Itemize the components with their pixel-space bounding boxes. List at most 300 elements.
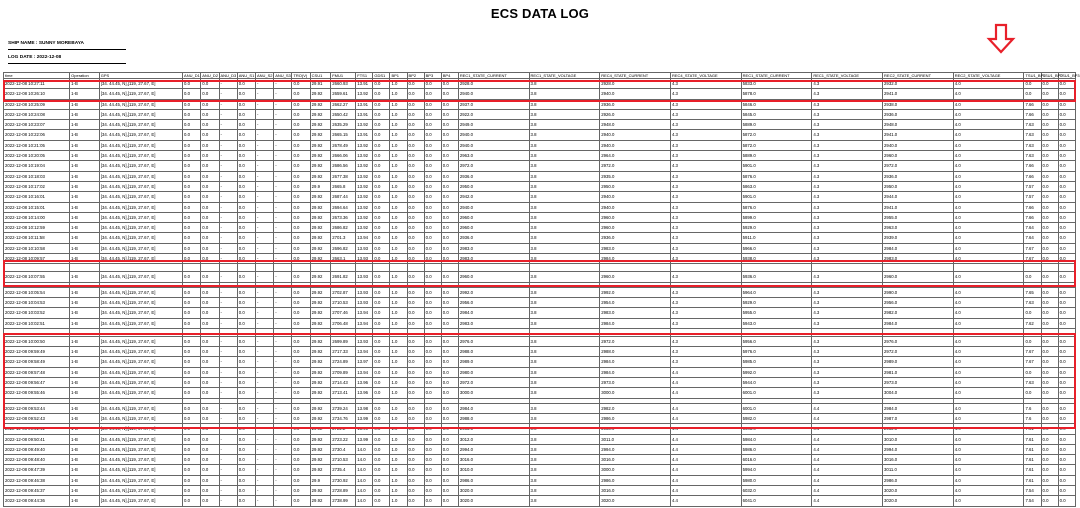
table-cell: 0.0 <box>424 192 441 202</box>
table-cell: 1-B <box>70 475 100 485</box>
table-cell: 29.92 <box>310 212 331 222</box>
table-cell: 1-B <box>70 161 100 171</box>
table-cell: 1.0 <box>390 202 407 212</box>
ship-name-underline <box>8 49 126 50</box>
table-cell: 2713.41 <box>331 388 356 398</box>
table-row <box>4 223 1076 233</box>
table-cell: 1-B <box>70 318 100 328</box>
table-cell: 3016.0 <box>600 455 671 465</box>
table-cell: 0.0 <box>292 475 310 485</box>
table-cell: - <box>274 130 292 140</box>
table-cell: 0.0 <box>292 413 310 423</box>
table-cell: - <box>274 424 292 434</box>
column-header: FTS1 <box>356 73 373 79</box>
table-cell: [34. 44.45, N],[119, 27.67, E] <box>99 444 182 454</box>
table-cell: 5936.0 <box>741 272 812 282</box>
table-cell: - <box>274 475 292 485</box>
table-cell: 0.0 <box>201 367 219 377</box>
table-cell: 2734.76 <box>331 413 356 423</box>
table-cell: 0.0 <box>1024 89 1041 99</box>
table-cell: 0.0 <box>237 357 255 367</box>
table-cell: 0.0 <box>292 243 310 253</box>
table-cell: 13.99 <box>356 413 373 423</box>
table-cell: - <box>274 308 292 318</box>
table-cell: 2988.0 <box>600 347 671 357</box>
table-cell: 2730.4 <box>331 444 356 454</box>
table-cell: 2960.0 <box>600 223 671 233</box>
table-cell: 2702.87 <box>331 287 356 297</box>
table-cell: 0.0 <box>373 243 390 253</box>
table-cell: 2983.0 <box>600 308 671 318</box>
table-cell: 2972.0 <box>458 161 529 171</box>
column-header: REC1_STATE_VOLTAGE <box>529 73 600 79</box>
table-cell: 0.0 <box>373 378 390 388</box>
table-cell: - <box>255 223 273 233</box>
table-cell: 0.0 <box>183 475 201 485</box>
table-cell: 29.92 <box>310 89 331 99</box>
table-cell: 3.8 <box>529 99 600 109</box>
table-cell: 0.0 <box>373 192 390 202</box>
table-cell: 0.0 <box>237 485 255 495</box>
table-cell: 4.0 <box>953 367 1024 377</box>
table-cell: 3016.0 <box>600 485 671 495</box>
table-cell: - <box>219 212 237 222</box>
table-cell: - <box>255 89 273 99</box>
table-cell: - <box>274 202 292 212</box>
table-cell: 0.0 <box>201 465 219 475</box>
column-header: time <box>4 73 70 79</box>
table-cell: 0.0 <box>292 202 310 212</box>
table-cell: - <box>274 455 292 465</box>
table-cell: 29.92 <box>310 223 331 233</box>
table-cell: - <box>274 357 292 367</box>
table-cell: 0.0 <box>373 181 390 191</box>
table-cell: 5889.0 <box>741 151 812 161</box>
table-cell: 2941.0 <box>883 130 954 140</box>
table-cell: 0.0 <box>1041 120 1058 130</box>
table-cell: 3.8 <box>529 347 600 357</box>
table-cell: 0.0 <box>237 161 255 171</box>
table-cell: 2972.0 <box>600 161 671 171</box>
table-cell: 13.98 <box>356 403 373 413</box>
table-row <box>4 161 1076 171</box>
table-cell: 7.61 <box>1024 424 1041 434</box>
table-cell: - <box>274 413 292 423</box>
table-cell: 0.0 <box>1041 444 1058 454</box>
table-cell: 2677.38 <box>331 171 356 181</box>
table-cell: 13.97 <box>356 357 373 367</box>
table-cell: 1-B <box>70 243 100 253</box>
table-cell: 1.0 <box>390 233 407 243</box>
table-cell: [34. 44.45, N],[119, 27.67, E] <box>99 367 182 377</box>
table-cell: 2723.22 <box>331 434 356 444</box>
table-cell: [34. 44.45, N],[119, 27.67, E] <box>99 202 182 212</box>
table-cell: 0.0 <box>424 287 441 297</box>
table-cell: 7.61 <box>1024 434 1041 444</box>
table-cell: 4.3 <box>812 357 883 367</box>
table-cell: 4.0 <box>953 223 1024 233</box>
log-date-underline <box>8 63 126 64</box>
table-cell: 1-B <box>70 455 100 465</box>
table-cell: 4.3 <box>670 297 741 307</box>
table-cell: - <box>274 233 292 243</box>
table-cell: 0.0 <box>424 424 441 434</box>
table-cell: 2665.8 <box>331 181 356 191</box>
table-cell: 5944.0 <box>741 378 812 388</box>
table-cell: 4.3 <box>812 388 883 398</box>
table-cell: 29.92 <box>310 297 331 307</box>
table-cell: 2950.0 <box>600 181 671 191</box>
table-cell: 4.3 <box>812 202 883 212</box>
table-cell: 4.4 <box>812 475 883 485</box>
table-cell: 0.0 <box>1058 99 1075 109</box>
table-cell: 0.0 <box>407 424 424 434</box>
table-row <box>4 233 1076 243</box>
table-cell: 2710.53 <box>331 297 356 307</box>
table-cell: 0.0 <box>292 297 310 307</box>
table-cell: 4.0 <box>953 171 1024 181</box>
table-cell: 1.0 <box>390 254 407 264</box>
table-cell: 29.92 <box>310 485 331 495</box>
table-cell: 29.92 <box>310 109 331 119</box>
table-cell: 1-B <box>70 424 100 434</box>
table-cell: 0.0 <box>183 202 201 212</box>
column-header: ANU_D2 <box>202 73 219 78</box>
table-cell: 0.0 <box>373 109 390 119</box>
table-cell: 2687.44 <box>331 192 356 202</box>
table-cell: [34. 44.45, N],[119, 27.67, E] <box>99 171 182 181</box>
table-cell: 0.0 <box>237 109 255 119</box>
table-cell: 4.0 <box>953 357 1024 367</box>
table-cell: 2940.0 <box>600 130 671 140</box>
table-cell: 0.0 <box>201 151 219 161</box>
table-cell: 4.3 <box>812 272 883 282</box>
table-cell: 5863.0 <box>741 181 812 191</box>
table-cell: 2976.0 <box>458 336 529 346</box>
table-cell: 5846.0 <box>741 99 812 109</box>
table-cell: 4.4 <box>812 434 883 444</box>
table-cell: 13.92 <box>356 223 373 233</box>
table-cell: - <box>219 192 237 202</box>
table-cell: 2980.0 <box>458 367 529 377</box>
table-cell: 7.63 <box>1024 130 1041 140</box>
table-cell: 0.0 <box>1041 318 1058 328</box>
table-cell: 0.0 <box>183 99 201 109</box>
table-cell: 0.0 <box>1058 485 1075 495</box>
table-cell: 0.0 <box>1058 79 1075 89</box>
table-cell: 2989.0 <box>458 357 529 367</box>
table-cell: 3010.0 <box>458 465 529 475</box>
table-cell: - <box>255 388 273 398</box>
table-cell: 1-B <box>70 367 100 377</box>
table-cell: 2983.0 <box>458 243 529 253</box>
table-cell: 3.8 <box>529 378 600 388</box>
table-cell: 4.0 <box>953 130 1024 140</box>
table-cell: 2022-12-08 10:19:04 <box>4 161 70 171</box>
table-cell: 5986.0 <box>741 444 812 454</box>
table-cell: 2022-12-08 09:45:37 <box>4 485 70 495</box>
table-cell: 2940.0 <box>600 202 671 212</box>
table-cell: 0.0 <box>407 336 424 346</box>
table-cell: 0.0 <box>441 388 458 398</box>
table-cell: 0.0 <box>292 485 310 495</box>
table-cell: 2022-12-08 09:53:44 <box>4 403 70 413</box>
table-cell: 4.3 <box>812 120 883 130</box>
table-cell: - <box>274 109 292 119</box>
table-cell: 3.8 <box>529 455 600 465</box>
table-cell: 0.0 <box>407 202 424 212</box>
table-cell: 0.0 <box>201 444 219 454</box>
table-cell: 0.0 <box>1058 413 1075 423</box>
table-cell: 2949.0 <box>458 120 529 130</box>
table-cell: 29.92 <box>310 388 331 398</box>
table-cell: 0.0 <box>201 297 219 307</box>
table-cell: 1-B <box>70 109 100 119</box>
table-cell: [34. 44.45, N],[119, 27.67, E] <box>99 272 182 282</box>
table-cell: 4.3 <box>670 272 741 282</box>
table-cell: 0.0 <box>424 202 441 212</box>
table-cell: 4.3 <box>812 151 883 161</box>
table-cell: 29.92 <box>310 496 331 506</box>
table-cell: 29.92 <box>310 403 331 413</box>
table-cell: 4.0 <box>953 424 1024 434</box>
table-cell: 0.0 <box>407 297 424 307</box>
table-cell: 13.94 <box>356 347 373 357</box>
table-cell: 4.0 <box>953 233 1024 243</box>
table-cell: 1.0 <box>390 455 407 465</box>
table-cell: 0.0 <box>237 455 255 465</box>
table-cell: 0.0 <box>373 130 390 140</box>
table-cell: - <box>219 233 237 243</box>
column-header: CSU1 <box>310 73 331 79</box>
column-header: GPS <box>99 73 182 79</box>
table-cell: 4.4 <box>812 403 883 413</box>
table-cell: - <box>274 388 292 398</box>
table-cell: 2960.0 <box>458 272 529 282</box>
table-cell: 0.0 <box>424 347 441 357</box>
table-cell: 0.0 <box>407 318 424 328</box>
table-cell: - <box>274 89 292 99</box>
table-cell: - <box>255 308 273 318</box>
table-cell: 0.0 <box>441 89 458 99</box>
table-cell: 0.0 <box>424 336 441 346</box>
table-cell: 2022-12-08 10:12:59 <box>4 223 70 233</box>
table-cell: 0.0 <box>237 434 255 444</box>
table-cell: 0.0 <box>373 171 390 181</box>
table-cell: 0.0 <box>292 223 310 233</box>
table-cell: 0.0 <box>201 161 219 171</box>
table-cell: 0.0 <box>201 403 219 413</box>
table-cell: 5845.0 <box>741 109 812 119</box>
table-cell: 4.3 <box>670 151 741 161</box>
table-cell: 0.0 <box>1024 388 1041 398</box>
table-cell: 1.0 <box>390 308 407 318</box>
table-cell: 0.0 <box>441 287 458 297</box>
table-cell: 0.0 <box>373 79 390 89</box>
table-cell: 2984.0 <box>458 308 529 318</box>
table-row <box>4 192 1076 202</box>
table-cell: 0.0 <box>407 171 424 181</box>
table-cell: 0.0 <box>424 161 441 171</box>
table-cell: 29.92 <box>310 243 331 253</box>
table-cell: 2986.0 <box>883 475 954 485</box>
table-cell: 2983.0 <box>458 424 529 434</box>
table-cell: 29.92 <box>310 424 331 434</box>
table-cell: 0.0 <box>237 465 255 475</box>
table-cell: - <box>255 192 273 202</box>
table-cell: 0.0 <box>201 308 219 318</box>
table-cell: 1.0 <box>390 403 407 413</box>
table-cell: 13.93 <box>356 272 373 282</box>
table-cell: 2022-12-08 09:44:36 <box>4 496 70 506</box>
table-cell: 0.0 <box>407 272 424 282</box>
table-cell: 0.0 <box>1041 367 1058 377</box>
table-cell: 0.0 <box>292 347 310 357</box>
table-cell: - <box>255 357 273 367</box>
table-cell: 0.0 <box>183 109 201 119</box>
table-cell: 4.0 <box>953 272 1024 282</box>
table-cell: 0.0 <box>407 378 424 388</box>
table-cell: - <box>219 444 237 454</box>
table-cell: 0.0 <box>1041 89 1058 99</box>
table-cell: 4.3 <box>812 254 883 264</box>
table-cell: 0.0 <box>201 79 219 89</box>
table-cell: 0.0 <box>292 424 310 434</box>
table-cell: 0.0 <box>1058 212 1075 222</box>
table-cell: 4.3 <box>670 233 741 243</box>
table-cell: 0.0 <box>1058 287 1075 297</box>
table-cell: 0.0 <box>424 109 441 119</box>
table-cell: 2022-12-08 10:24:08 <box>4 109 70 119</box>
table-cell: - <box>219 151 237 161</box>
table-cell: 2982.0 <box>883 308 954 318</box>
table-row <box>4 109 1076 119</box>
table-cell: 0.0 <box>237 192 255 202</box>
table-cell: 0.0 <box>424 140 441 150</box>
table-cell: 4.4 <box>812 496 883 506</box>
table-cell: 0.0 <box>1041 99 1058 109</box>
table-cell: 0.0 <box>373 254 390 264</box>
table-cell: 13.94 <box>356 233 373 243</box>
table-cell: - <box>274 347 292 357</box>
table-cell: 0.0 <box>424 308 441 318</box>
table-cell: 1-B <box>70 388 100 398</box>
table-cell: 1.0 <box>390 109 407 119</box>
table-cell: 2940.0 <box>458 130 529 140</box>
table-cell: 0.0 <box>237 444 255 454</box>
table-cell: - <box>219 336 237 346</box>
table-row <box>4 455 1076 465</box>
table-cell: - <box>219 243 237 253</box>
table-cell: 13.93 <box>356 297 373 307</box>
table-cell: 4.0 <box>953 434 1024 444</box>
table-cell: - <box>255 130 273 140</box>
table-cell: 3.8 <box>529 357 600 367</box>
table-cell: 1.0 <box>390 318 407 328</box>
table-cell: 0.0 <box>441 455 458 465</box>
table-cell: - <box>274 336 292 346</box>
table-cell: - <box>255 444 273 454</box>
table-cell: 4.4 <box>812 455 883 465</box>
table-cell: 7.67 <box>1024 357 1041 367</box>
table-cell: - <box>255 287 273 297</box>
table-cell: 2022-12-08 10:26:10 <box>4 89 70 99</box>
table-cell: 7.66 <box>1024 109 1041 119</box>
table-cell: [34. 44.45, N],[119, 27.67, E] <box>99 140 182 150</box>
table-cell: 5984.0 <box>741 434 812 444</box>
table-cell: 4.4 <box>670 434 741 444</box>
table-cell: 1.0 <box>390 140 407 150</box>
table-cell: 0.0 <box>407 120 424 130</box>
table-cell: 3.8 <box>529 336 600 346</box>
column-header: BP1 <box>390 73 407 79</box>
table-cell: 3.8 <box>529 272 600 282</box>
table-cell: 7.66 <box>1024 171 1041 181</box>
table-cell: 3.8 <box>529 89 600 99</box>
table-cell: 2022-12-08 09:59:49 <box>4 347 70 357</box>
table-cell: 4.3 <box>812 318 883 328</box>
table-cell: 29.92 <box>310 233 331 243</box>
table-row <box>4 434 1076 444</box>
table-cell: 2022-12-08 10:16:01 <box>4 192 70 202</box>
table-cell: 0.0 <box>292 140 310 150</box>
table-row <box>4 496 1076 506</box>
table-cell: 0.0 <box>407 243 424 253</box>
table-cell: 4.3 <box>812 347 883 357</box>
table-cell: 0.0 <box>424 318 441 328</box>
table-cell: 1-B <box>70 403 100 413</box>
table-cell: 0.0 <box>407 403 424 413</box>
table-cell: 2983.0 <box>883 254 954 264</box>
table-cell: 0.0 <box>201 434 219 444</box>
table-cell: 2022-12-08 10:04:53 <box>4 297 70 307</box>
table-cell: 3.8 <box>529 202 600 212</box>
table-cell: 3020.0 <box>458 496 529 506</box>
table-cell: 2022-12-08 09:46:38 <box>4 475 70 485</box>
table-cell: 0.0 <box>237 99 255 109</box>
table-cell: - <box>274 120 292 130</box>
table-cell: 0.0 <box>424 388 441 398</box>
table-cell: - <box>255 378 273 388</box>
table-cell: - <box>219 413 237 423</box>
table-cell: 0.0 <box>441 181 458 191</box>
table-cell: - <box>219 424 237 434</box>
table-cell: 0.0 <box>237 79 255 89</box>
table-cell: - <box>219 308 237 318</box>
table-cell: - <box>219 202 237 212</box>
table-cell: - <box>255 202 273 212</box>
table-cell: 0.0 <box>1058 297 1075 307</box>
table-cell: 0.0 <box>201 287 219 297</box>
table-cell: 4.0 <box>953 99 1024 109</box>
table-cell: 13.93 <box>356 243 373 253</box>
table-cell: 0.0 <box>1041 378 1058 388</box>
table-cell: 2960.0 <box>458 212 529 222</box>
table-cell: 1-B <box>70 212 100 222</box>
table-cell: - <box>274 287 292 297</box>
table-cell: 0.0 <box>1058 161 1075 171</box>
down-arrow-icon <box>986 24 1016 54</box>
table-cell: 2022-12-08 10:18:03 <box>4 171 70 181</box>
table-cell: 0.0 <box>1058 357 1075 367</box>
table-cell: [34. 44.45, N],[119, 27.67, E] <box>99 424 182 434</box>
table-cell: 4.3 <box>812 287 883 297</box>
table-cell: 2984.0 <box>458 403 529 413</box>
table-cell: 0.0 <box>424 89 441 99</box>
table-cell: 2984.0 <box>600 367 671 377</box>
table-cell: [34. 44.45, N],[119, 27.67, E] <box>99 161 182 171</box>
table-cell: 4.0 <box>953 318 1024 328</box>
